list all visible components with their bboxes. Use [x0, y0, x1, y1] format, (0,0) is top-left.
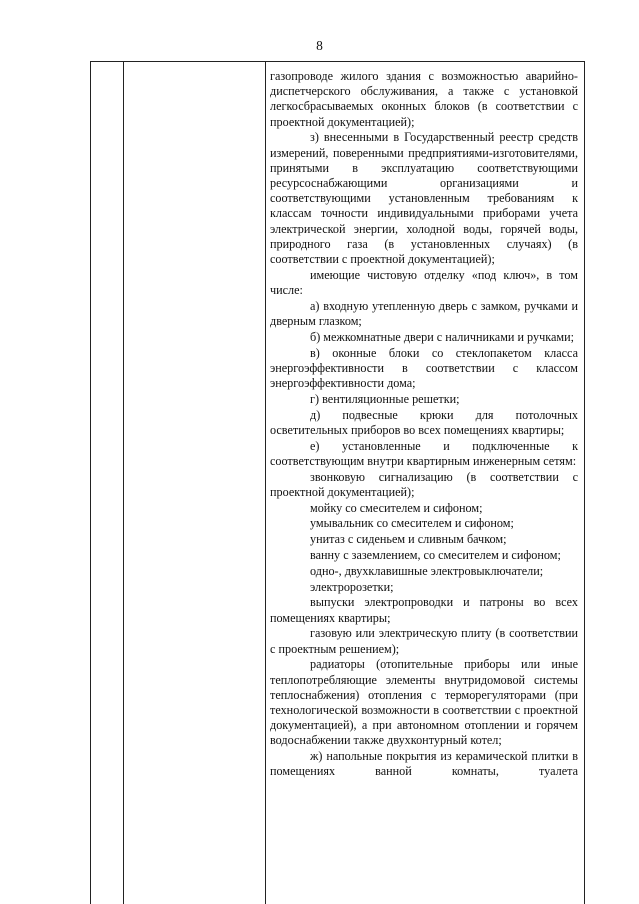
paragraph: в) оконные блоки со стеклопакетом класса энергоэффективности в соответствии с классом энергоэффективности дома; — [270, 345, 578, 391]
paragraph: ж) напольные покрытия из керамической плитки в помещениях ванной комнаты, туалета — [270, 749, 578, 779]
table-border-left — [90, 61, 91, 904]
paragraph: б) межкомнатные двери с наличниками и ручками; — [310, 329, 574, 344]
paragraph: е) установленные и подключенные к соответствующим внутри квартирным инженерным сетям: — [270, 438, 578, 468]
paragraph: радиаторы (отопительные приборы или иные теплопотребляющие элементы внутридомовой системы теплоснабжения) отопления с терморегуляторами (при технологической возможности в соответствии с проектной документацией), а при автономном отоплении и горячем водоснабжении также двухконтурный котел; — [270, 657, 578, 748]
paragraph: а) входную утепленную дверь с замком, ручками и дверным глазком; — [270, 298, 578, 329]
paragraph: ванну с заземлением, со смесителем и сифоном; — [310, 548, 561, 563]
paragraph: имеющие чистовую отделку «под ключ», в том числе: — [270, 267, 578, 298]
page-number: 8 — [316, 38, 323, 53]
content-cell — [270, 69, 578, 780]
paragraph: д) подвесные крюки для потолочных осветительных приборов во всех помещениях квартиры; — [270, 407, 578, 437]
paragraph: выпуски электропроводки и патроны во всех помещениях квартиры; — [270, 595, 578, 625]
paragraph: газовую или электрическую плиту (в соответствии с проектным решением); — [270, 626, 578, 656]
paragraph: одно-, двухклавишные электровыключатели; — [310, 563, 544, 578]
table-top-border — [90, 61, 585, 62]
paragraph: унитаз с сиденьем и сливным бачком; — [310, 532, 507, 547]
table-divider-2 — [265, 61, 266, 904]
paragraph: электророзетки; — [310, 579, 394, 594]
paragraph: звонковую сигнализацию (в соответствии с проектной документацией); — [270, 469, 578, 499]
paragraph: з) внесенными в Государственный реестр средств измерений, поверенными предприятиями-изготовителями, принятыми в эксплуатацию соответствующими ресурсоснабжающими организациями и соответствующими установленным требованиям к классам точности индивидуальными приборами учета электрической энергии, холодной воды, горячей воды, природного газа (в установленных случаях) (в соответствии с проектной документацией); — [270, 130, 578, 267]
document-table — [90, 61, 585, 904]
paragraph: г) вентиляционные решетки; — [310, 391, 460, 406]
table-divider-1 — [123, 61, 124, 904]
paragraph: мойку со смесителем и сифоном; — [310, 500, 483, 515]
paragraph: умывальник со смесителем и сифоном; — [310, 516, 514, 531]
paragraph: газопроводе жилого здания с возможностью аварийно-диспетчерского обслуживания, а также с установкой легкосбрасываемых оконных блоков (в соответствии с проектной документацией); — [270, 69, 578, 129]
table-border-right — [584, 61, 585, 904]
